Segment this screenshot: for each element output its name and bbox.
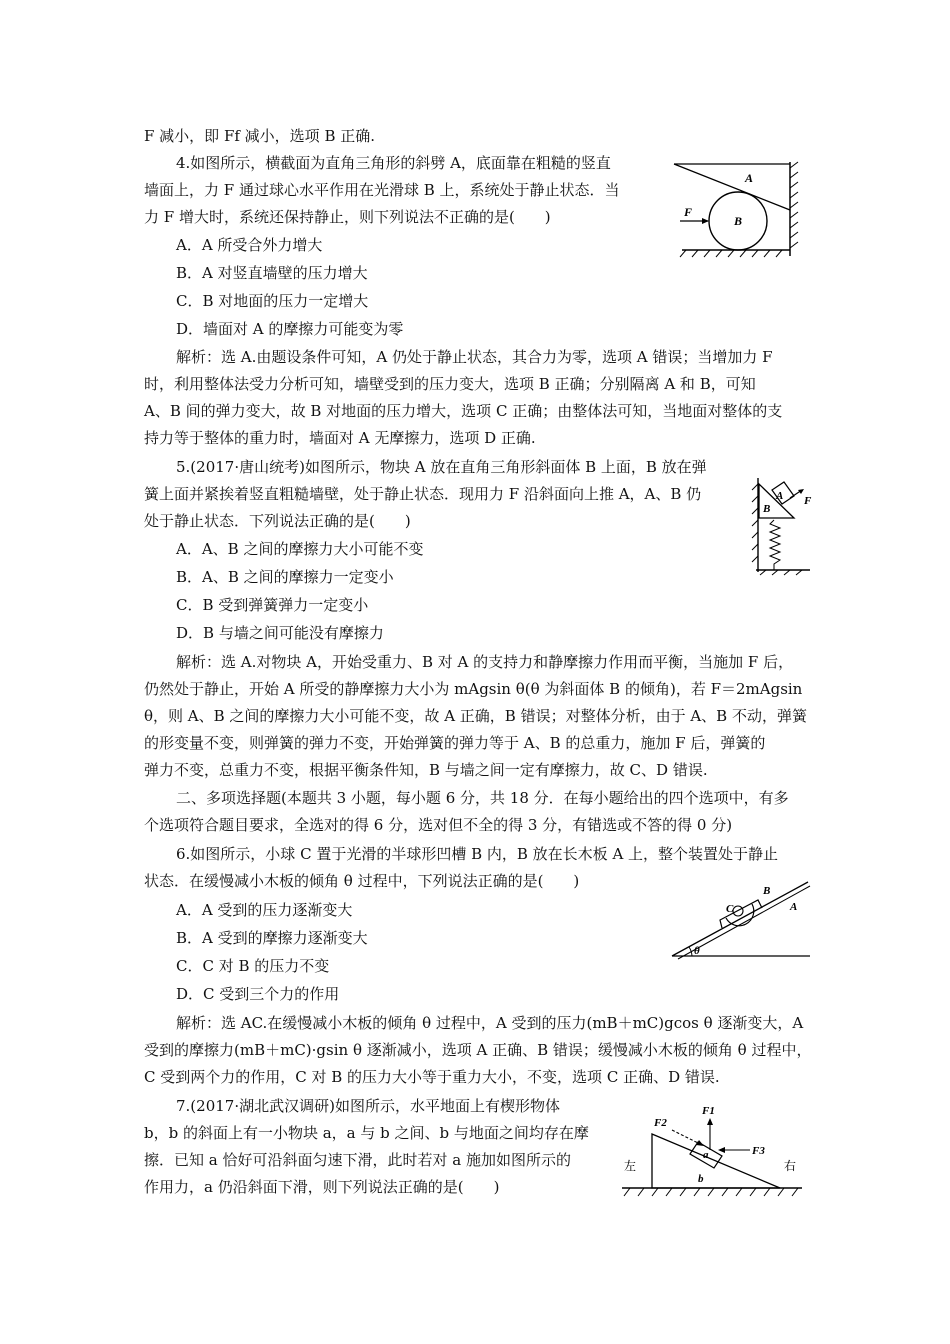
text-line: A．A、B 之间的摩擦力大小可能不变 [176,540,424,558]
label-B: B [763,885,771,897]
label-B: B [763,503,771,515]
text-line: 时，利用整体法受力分析可知，墙壁受到的压力变大，选项 B 正确；分别隔离 A 和 B，可知 [144,375,756,393]
text-line: 二、多项选择题(本题共 3 小题，每小题 6 分，共 18 分．在每小题给出的四个选项中，有多 [176,789,789,807]
label-A: A [776,490,784,502]
text-line: 持力等于整体的重力时，墙面对 A 无摩擦力，选项 D 正确. [144,429,536,447]
text-line: B．A 受到的摩擦力逐渐变大 [176,929,368,947]
text-line: B．A 对竖直墙壁的压力增大 [176,264,368,282]
label-F: F [684,205,693,219]
label-C: C [726,903,734,915]
label-right: 右 [784,1159,797,1173]
text-line: D．C 受到三个力的作用 [176,985,340,1003]
label-F: F [804,495,812,507]
text-line: C．C 对 B 的压力不变 [176,957,330,975]
text-line: 墙面上，力 F 通过球心水平作用在光滑球 B 上，系统处于静止状态．当 [144,181,620,199]
text-line: 5.(2017·唐山统考)如图所示，物块 A 放在直角三角形斜面体 B 上面，B 放在弹 [176,458,707,476]
text-line: 仍然处于静止，开始 A 所受的静摩擦力大小为 mAgsin θ(θ 为斜面体 B 的倾角)，若 F＝2mAgsin [144,680,803,698]
text-line: 作用力，a 仍沿斜面下滑，则下列说法正确的是( ) [144,1178,500,1196]
label-theta: θ [694,945,700,957]
text-line: C．B 受到弹簧弹力一定变小 [176,596,369,614]
text-line: 解析：选 AC.在缓慢减小木板的倾角 θ 过程中，A 受到的压力(mB＋mC)gcos θ 逐渐变大，A [176,1014,804,1032]
text-line: C．B 对地面的压力一定增大 [176,292,369,310]
text-line: 处于静止状态．下列说法正确的是( ) [144,512,411,530]
text-line: 7.(2017·湖北武汉调研)如图所示，水平地面上有楔形物体 [176,1097,560,1115]
text-line: 簧上面并紧挨着竖直粗糙墙壁，处于静止状态．现用力 F 沿斜面向上推 A，A、B 仍 [144,485,702,503]
label-left: 左 [624,1159,637,1173]
text-line: A．A 所受合外力增大 [176,236,323,254]
text-line: A．A 受到的压力逐渐变大 [176,901,353,919]
label-F1: F1 [702,1105,715,1117]
text-line: 受到的摩擦力(mB＋mC)·gsin θ 逐渐减小，选项 A 正确、B 错误；缓慢减小木板的倾角 θ 过程中， [144,1041,812,1059]
label-F2: F2 [654,1117,667,1129]
label-B: B [734,214,743,228]
text-line: 擦．已知 a 恰好可沿斜面匀速下滑，此时若对 a 施加如图所示的 [144,1151,571,1169]
text-line: 力 F 增大时，系统还保持静止，则下列说法不正确的是( ) [144,208,551,226]
text-line: 的形变量不变，则弹簧的弹力不变，开始弹簧的弹力等于 A、B 的总重力，施加 F 后，弹簧的 [144,734,766,752]
figure-q5 [750,476,816,576]
text-line: A、B 间的弹力变大，故 B 对地面的压力增大，选项 C 正确；由整体法可知，当地面对整体的支 [144,402,783,420]
label-A: A [790,901,798,913]
label-a: a [703,1149,709,1161]
text-line: D．墙面对 A 的摩擦力可能变为零 [176,320,404,338]
text-line: θ，则 A、B 之间的摩擦力大小可能不变，故 A 正确，B 错误；对整体分析，由于 A、B 不动，弹簧 [144,707,807,725]
text-line: b，b 的斜面上有一小物块 a，a 与 b 之间、b 与地面之间均存在摩 [144,1124,589,1142]
text-line: F 减小，即 Ff 减小，选项 B 正确. [144,127,375,145]
text-line: 6.如图所示，小球 C 置于光滑的半球形凹槽 B 内，B 放在长木板 A 上，整个装置处于静止 [176,845,779,863]
figure-q7 [618,1098,806,1202]
label-F3: F3 [752,1145,765,1157]
text-line: 解析：选 A.由题设条件可知，A 仍处于静止状态，其合力为零，选项 A 错误；当增加力 F [176,348,773,366]
label-b: b [698,1173,704,1185]
figure-q4 [672,158,802,260]
text-line: 弹力不变，总重力不变，根据平衡条件知，B 与墙之间一定有摩擦力，故 C、D 错误. [144,761,708,779]
text-line: 解析：选 A.对物块 A，开始受重力、B 对 A 的支持力和静摩擦力作用而平衡，当施加 F 后， [176,653,794,671]
text-line: 个选项符合题目要求，全选对的得 6 分，选对但不全的得 3 分，有错选或不答的得 0 分) [144,816,733,834]
text-line: 4.如图所示，横截面为直角三角形的斜劈 A，底面靠在粗糙的竖直 [176,154,611,172]
text-line: D．B 与墙之间可能没有摩擦力 [176,624,384,642]
figure-q6 [670,878,812,960]
label-A: A [745,171,754,185]
text-line: B．A、B 之间的摩擦力一定变小 [176,568,394,586]
text-line: C 受到两个力的作用，C 对 B 的压力大小等于重力大小，不变，选项 C 正确、D 错误. [144,1068,720,1086]
text-line: 状态．在缓慢减小木板的倾角 θ 过程中，下列说法正确的是( ) [144,872,580,890]
